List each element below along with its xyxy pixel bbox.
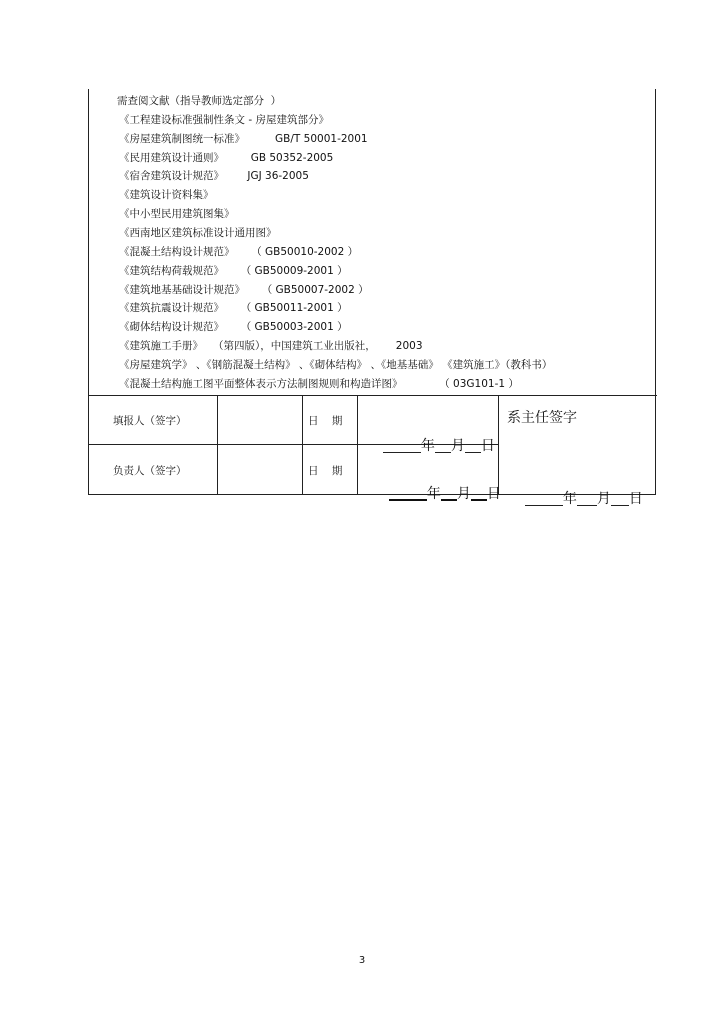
reference-item: 《工程建设标准强制性条文 - 房屋建筑部分》 xyxy=(119,114,329,126)
divider xyxy=(302,396,303,494)
filler-date-field[interactable] xyxy=(365,419,495,471)
reference-item: 《建筑抗震设计规范》 （ GB50011-2001 ） xyxy=(119,302,348,314)
month-label: 月 xyxy=(596,491,611,507)
divider xyxy=(217,396,218,494)
references-heading: 需查阅文献（指导教师选定部分 ） xyxy=(117,95,282,107)
reference-item: 《西南地区建筑标准设计通用图》 xyxy=(119,227,277,239)
responsible-date-field[interactable] xyxy=(371,467,501,519)
reference-item: 《民用建筑设计通则》 GB 50352-2005 xyxy=(119,152,334,164)
references-form xyxy=(88,89,656,507)
date-label: 日 期 xyxy=(308,415,343,427)
year-label: 年 xyxy=(562,491,577,507)
day-label: 日 xyxy=(628,491,643,507)
page-number: 3 xyxy=(358,955,366,966)
day-label: 日 xyxy=(480,438,495,454)
reference-item: 《混凝土结构施工图平面整体表示方法制图规则和构造详图》 （ 03G101-1 ） xyxy=(119,378,519,390)
reference-item: 《建筑地基基础设计规范》 （ GB50007-2002 ） xyxy=(119,284,369,296)
reference-item: 《砌体结构设计规范》 （ GB50003-2001 ） xyxy=(119,321,348,333)
dept-head-date-field[interactable] xyxy=(507,472,643,524)
references-section xyxy=(89,89,657,396)
reference-item: 《建筑施工手册》 （第四版），中国建筑工业出版社， 2003 xyxy=(119,340,423,352)
dept-head-signature-label: 系主任签字 xyxy=(507,410,577,426)
reference-item: 《中小型民用建筑图集》 xyxy=(119,208,235,220)
filler-signature-label: 填报人（签字） xyxy=(113,415,187,427)
year-label: 年 xyxy=(420,438,435,454)
reference-item: 《建筑设计资料集》 xyxy=(119,189,214,201)
reference-item: 《房屋建筑制图统一标准》 GB/T 50001-2001 xyxy=(119,133,368,145)
month-label: 月 xyxy=(450,438,465,454)
reference-item: 《宿舍建筑设计规范》 JGJ 36-2005 xyxy=(119,170,309,182)
month-label: 月 xyxy=(456,486,471,502)
responsible-signature-label: 负责人（签字） xyxy=(113,465,187,477)
reference-item: 《混凝土结构设计规范》 （ GB50010-2002 ） xyxy=(119,246,359,258)
day-label: 日 xyxy=(486,486,501,502)
year-label: 年 xyxy=(426,486,441,502)
reference-item: 《建筑结构荷载规范》 （ GB50009-2001 ） xyxy=(119,265,348,277)
reference-item: 《房屋建筑学》 、《钢筋混凝土结构》 、《砌体结构》 、《地基基础》 《建筑施工》（教科书） xyxy=(119,359,553,371)
date-label: 日 期 xyxy=(308,465,343,477)
divider xyxy=(357,396,358,494)
